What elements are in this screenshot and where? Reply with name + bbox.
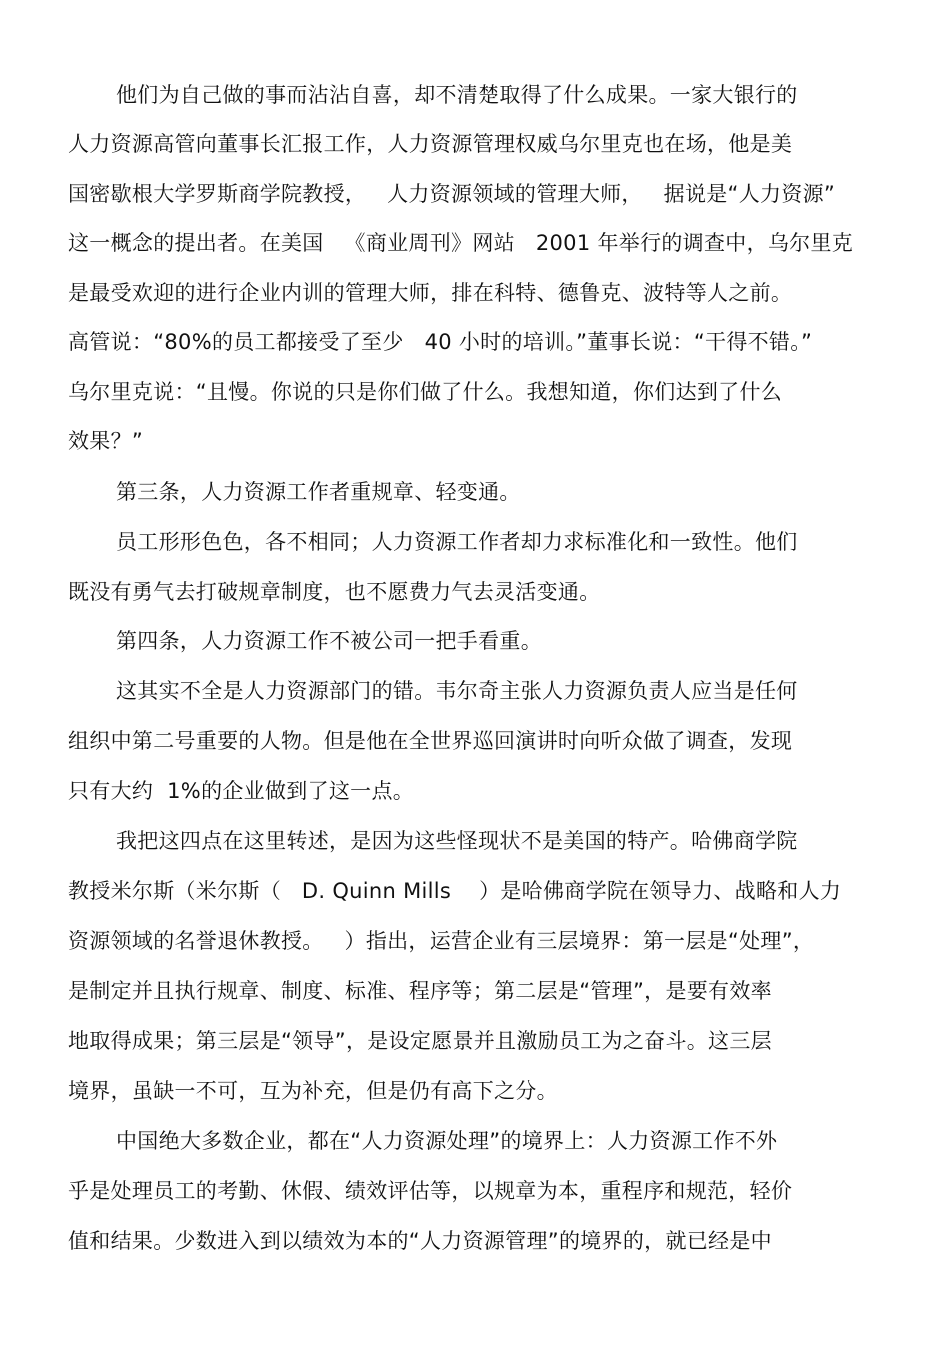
text-line: 乌尔里克说：“且慢。你说的只是你们做了什么。我想知道，你们达到了什么 <box>68 380 783 404</box>
text-line: 中国绝大多数企业，都在“人力资源处理”的境界上：人力资源工作不外 <box>116 1129 778 1153</box>
section-heading: 第三条，人力资源工作者重规章、轻变通。 <box>116 480 521 504</box>
text-line: 资源领域的名誉退休教授。 ）指出，运营企业有三层境界：第一层是“处理”， <box>68 929 815 953</box>
text-line: 这一概念的提出者。在美国 《商业周刊》网站 2001 年举行的调查中，乌尔里克 <box>68 231 854 255</box>
text-line: 教授米尔斯（米尔斯（ D. Quinn Mills ）是哈佛商学院在领导力、战略和人力 <box>68 879 842 903</box>
text-line: 国密歇根大学罗斯商学院教授， 人力资源领域的管理大师， 据说是“人力资源” <box>68 182 836 206</box>
text-line: 是最受欢迎的进行企业内训的管理大师，排在科特、德鲁克、波特等人之前。 <box>68 281 793 305</box>
text-line: 我把这四点在这里转述，是因为这些怪现状不是美国的特产。哈佛商学院 <box>116 829 798 853</box>
text-line: 境界，虽缺一不可，互为补充，但是仍有高下之分。 <box>68 1079 558 1103</box>
text-line: 只有大约 1%的企业做到了这一点。 <box>68 779 415 803</box>
text-line: 他们为自己做的事而沾沾自喜，却不清楚取得了什么成果。一家大银行的 <box>116 83 798 107</box>
section-heading: 第四条，人力资源工作不被公司一把手看重。 <box>116 629 542 653</box>
text-line: 员工形形色色，各不相同；人力资源工作者却力求标准化和一致性。他们 <box>116 530 798 554</box>
text-line: 人力资源高管向董事长汇报工作，人力资源管理权威乌尔里克也在场，他是美 <box>68 132 793 156</box>
text-line: 是制定并且执行规章、制度、标准、程序等；第二层是“管理”，是要有效率 <box>68 979 772 1003</box>
text-line: 值和结果。少数进入到以绩效为本的“人力资源管理”的境界的，就已经是中 <box>68 1229 772 1253</box>
text-line: 效果？” <box>68 429 144 453</box>
text-line: 地取得成果；第三层是“领导”，是设定愿景并且激励员工为之奋斗。这三层 <box>68 1029 772 1053</box>
text-line: 这其实不全是人力资源部门的错。韦尔奇主张人力资源负责人应当是任何 <box>116 679 798 703</box>
text-line: 高管说：“80%的员工都接受了至少 40 小时的培训。”董事长说：“干得不错。” <box>68 330 813 354</box>
text-line: 既没有勇气去打破规章制度，也不愿费力气去灵活变通。 <box>68 580 601 604</box>
text-line: 组织中第二号重要的人物。但是他在全世界巡回演讲时向听众做了调查，发现 <box>68 729 793 753</box>
text-line: 乎是处理员工的考勤、休假、绩效评估等，以规章为本，重程序和规范，轻价 <box>68 1179 793 1203</box>
